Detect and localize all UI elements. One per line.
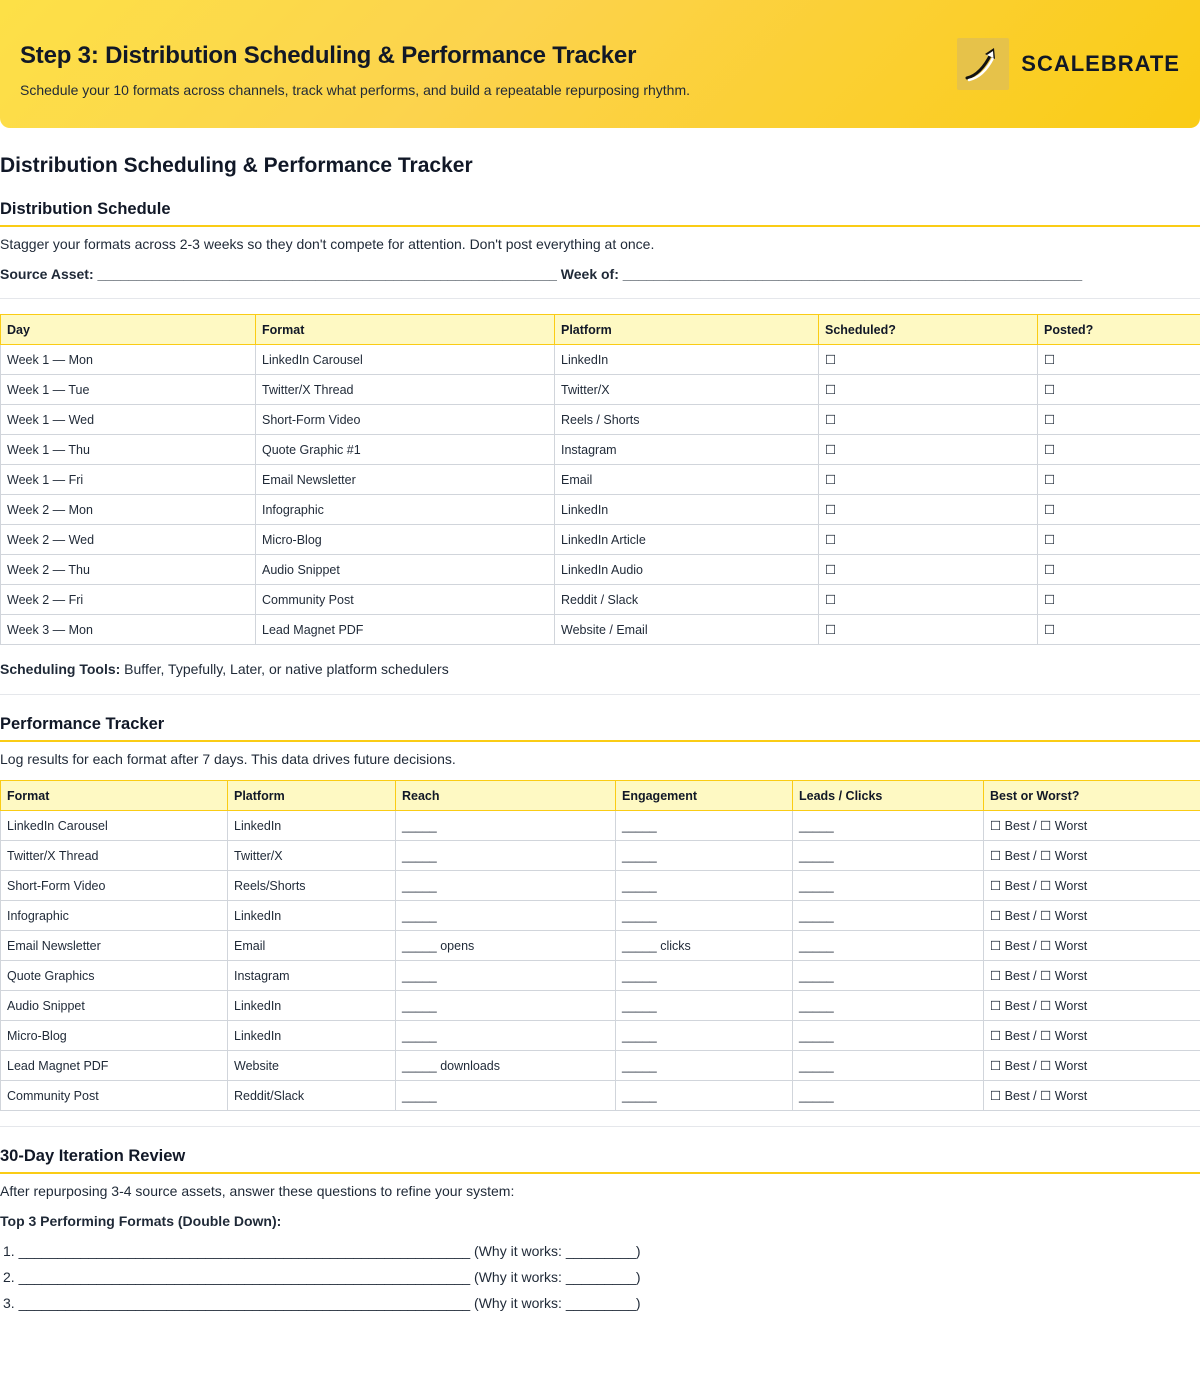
list-item[interactable]: 2. __________________________________________________________ (Why it works: _________): [3, 1269, 641, 1285]
document-title: Distribution Scheduling & Performance Tracker: [0, 154, 473, 177]
engagement-field[interactable]: _____: [616, 1051, 793, 1081]
top-formats-list: [0, 1242, 1200, 1311]
schedule-source-line: [0, 265, 1200, 283]
table-row: [1, 615, 1200, 645]
posted-checkbox[interactable]: ☐: [1038, 555, 1200, 585]
leads-field[interactable]: _____: [793, 931, 984, 961]
table-row: [1, 841, 1200, 871]
platform-cell: Twitter/X: [555, 375, 819, 405]
brand-name: SCALEBRATE: [1021, 51, 1180, 76]
scheduled-checkbox[interactable]: ☐: [819, 555, 1038, 585]
scheduled-checkbox[interactable]: ☐: [819, 375, 1038, 405]
format-cell: Twitter/X Thread: [256, 375, 555, 405]
day-cell: Week 2 — Thu: [1, 555, 256, 585]
leads-field[interactable]: _____: [793, 1021, 984, 1051]
reach-field[interactable]: _____: [396, 871, 616, 901]
posted-checkbox[interactable]: ☐: [1038, 495, 1200, 525]
reach-field[interactable]: _____: [396, 901, 616, 931]
table-row: [1, 871, 1200, 901]
engagement-field[interactable]: _____: [616, 961, 793, 991]
best-worst-checkbox[interactable]: ☐ Best / ☐ Worst: [984, 931, 1200, 961]
table-row: [1, 585, 1200, 615]
format-cell: Email Newsletter: [256, 465, 555, 495]
document-body: [0, 128, 1200, 1311]
format-cell: Infographic: [1, 901, 228, 931]
platform-cell: LinkedIn: [228, 901, 396, 931]
format-cell: Micro-Blog: [1, 1021, 228, 1051]
format-cell: Audio Snippet: [1, 991, 228, 1021]
reach-field[interactable]: _____: [396, 991, 616, 1021]
format-cell: LinkedIn Carousel: [256, 345, 555, 375]
table-row: [1, 375, 1200, 405]
best-worst-checkbox[interactable]: ☐ Best / ☐ Worst: [984, 1051, 1200, 1081]
best-worst-checkbox[interactable]: ☐ Best / ☐ Worst: [984, 991, 1200, 1021]
day-cell: Week 2 — Wed: [1, 525, 256, 555]
platform-cell: LinkedIn Audio: [555, 555, 819, 585]
reach-field[interactable]: _____: [396, 811, 616, 841]
table-row: [1, 555, 1200, 585]
posted-checkbox[interactable]: ☐: [1038, 525, 1200, 555]
best-worst-checkbox[interactable]: ☐ Best / ☐ Worst: [984, 961, 1200, 991]
column-header: Platform: [228, 781, 396, 811]
format-cell: Community Post: [1, 1081, 228, 1111]
divider: [0, 298, 1200, 299]
table-row: [1, 931, 1200, 961]
week-of-label: Week of:: [560, 266, 619, 282]
source-asset-field[interactable]: ___________________________________________________________: [97, 266, 557, 282]
table-row: [1, 495, 1200, 525]
divider: [0, 1126, 1200, 1127]
schedule-section-title: Distribution Schedule: [0, 199, 1200, 227]
table-header-row: [1, 315, 1200, 345]
page-title: Step 3: Distribution Scheduling & Performance Tracker: [20, 42, 637, 69]
format-cell: Audio Snippet: [256, 555, 555, 585]
table-header-row: [1, 781, 1200, 811]
day-cell: Week 1 — Mon: [1, 345, 256, 375]
scheduling-tools-label: Scheduling Tools:: [0, 661, 121, 677]
platform-cell: LinkedIn: [228, 1021, 396, 1051]
leads-field[interactable]: _____: [793, 961, 984, 991]
day-cell: Week 1 — Wed: [1, 405, 256, 435]
platform-cell: LinkedIn: [555, 495, 819, 525]
platform-cell: Twitter/X: [228, 841, 396, 871]
best-worst-checkbox[interactable]: ☐ Best / ☐ Worst: [984, 811, 1200, 841]
scheduled-checkbox[interactable]: ☐: [819, 405, 1038, 435]
week-of-field[interactable]: ___________________________________________________________: [622, 266, 1083, 282]
platform-cell: LinkedIn Article: [555, 525, 819, 555]
format-cell: Short-Form Video: [1, 871, 228, 901]
day-cell: Week 2 — Mon: [1, 495, 256, 525]
list-item[interactable]: 3. __________________________________________________________ (Why it works: _________): [3, 1295, 641, 1311]
source-asset-label: Source Asset:: [0, 266, 94, 282]
engagement-field[interactable]: _____: [616, 901, 793, 931]
table-row: [1, 1021, 1200, 1051]
column-header: Format: [1, 781, 228, 811]
table-row: [1, 525, 1200, 555]
platform-cell: Email: [555, 465, 819, 495]
engagement-field[interactable]: _____: [616, 841, 793, 871]
day-cell: Week 1 — Thu: [1, 435, 256, 465]
best-worst-checkbox[interactable]: ☐ Best / ☐ Worst: [984, 901, 1200, 931]
posted-checkbox[interactable]: ☐: [1038, 405, 1200, 435]
column-header: Platform: [555, 315, 819, 345]
best-worst-checkbox[interactable]: ☐ Best / ☐ Worst: [984, 1081, 1200, 1111]
platform-cell: Instagram: [228, 961, 396, 991]
platform-cell: Instagram: [555, 435, 819, 465]
platform-cell: Reddit/Slack: [228, 1081, 396, 1111]
table-row: [1, 405, 1200, 435]
scheduled-checkbox[interactable]: ☐: [819, 465, 1038, 495]
scheduling-tools-text: Buffer, Typefully, Later, or native platform schedulers: [120, 661, 449, 677]
platform-cell: LinkedIn: [555, 345, 819, 375]
platform-cell: LinkedIn: [228, 991, 396, 1021]
engagement-field[interactable]: _____: [616, 811, 793, 841]
table-row: [1, 1051, 1200, 1081]
scheduled-checkbox[interactable]: ☐: [819, 495, 1038, 525]
format-cell: Quote Graphic #1: [256, 435, 555, 465]
reach-field[interactable]: _____: [396, 841, 616, 871]
day-cell: Week 3 — Mon: [1, 615, 256, 645]
table-row: [1, 435, 1200, 465]
table-row: [1, 811, 1200, 841]
leads-field[interactable]: _____: [793, 1051, 984, 1081]
divider: [0, 694, 1200, 695]
brand: [957, 38, 1180, 90]
column-header: Posted?: [1038, 315, 1200, 345]
table-row: [1, 1081, 1200, 1111]
reach-field[interactable]: _____: [396, 1081, 616, 1111]
format-cell: Community Post: [256, 585, 555, 615]
review-section-title: 30-Day Iteration Review: [0, 1146, 1200, 1174]
page-subtitle: Schedule your 10 formats across channels, track what performs, and build a repeatable repurposing rhythm.: [20, 82, 691, 98]
column-header: Reach: [396, 781, 616, 811]
reach-field[interactable]: _____: [396, 961, 616, 991]
platform-cell: Email: [228, 931, 396, 961]
performance-table: [0, 780, 1200, 1111]
page-header: [0, 0, 1200, 128]
column-header: Engagement: [616, 781, 793, 811]
reach-field[interactable]: _____ opens: [396, 931, 616, 961]
format-cell: Twitter/X Thread: [1, 841, 228, 871]
table-row: [1, 345, 1200, 375]
format-cell: Micro-Blog: [256, 525, 555, 555]
schedule-table: [0, 314, 1200, 645]
engagement-field[interactable]: _____: [616, 991, 793, 1021]
schedule-intro: Stagger your formats across 2-3 weeks so they don't compete for attention. Don't post everything at once.: [0, 236, 655, 252]
top-formats-label: Top 3 Performing Formats (Double Down):: [0, 1213, 282, 1229]
posted-checkbox[interactable]: ☐: [1038, 465, 1200, 495]
scheduling-tools-note: [0, 660, 1200, 678]
scheduled-checkbox[interactable]: ☐: [819, 585, 1038, 615]
leads-field[interactable]: _____: [793, 1081, 984, 1111]
day-cell: Week 1 — Tue: [1, 375, 256, 405]
review-intro: After repurposing 3-4 source assets, answer these questions to refine your system:: [0, 1183, 515, 1199]
list-item[interactable]: 1. __________________________________________________________ (Why it works: _________): [3, 1243, 641, 1259]
table-row: [1, 465, 1200, 495]
day-cell: Week 2 — Fri: [1, 585, 256, 615]
platform-cell: Website: [228, 1051, 396, 1081]
format-cell: Email Newsletter: [1, 931, 228, 961]
scheduled-checkbox[interactable]: ☐: [819, 435, 1038, 465]
best-worst-checkbox[interactable]: ☐ Best / ☐ Worst: [984, 871, 1200, 901]
column-header: Day: [1, 315, 256, 345]
best-worst-checkbox[interactable]: ☐ Best / ☐ Worst: [984, 1021, 1200, 1051]
leads-field[interactable]: _____: [793, 901, 984, 931]
leads-field[interactable]: _____: [793, 841, 984, 871]
column-header: Leads / Clicks: [793, 781, 984, 811]
posted-checkbox[interactable]: ☐: [1038, 615, 1200, 645]
posted-checkbox[interactable]: ☐: [1038, 435, 1200, 465]
scheduled-checkbox[interactable]: ☐: [819, 615, 1038, 645]
column-header: Best or Worst?: [984, 781, 1200, 811]
day-cell: Week 1 — Fri: [1, 465, 256, 495]
posted-checkbox[interactable]: ☐: [1038, 345, 1200, 375]
platform-cell: Reddit / Slack: [555, 585, 819, 615]
format-cell: Quote Graphics: [1, 961, 228, 991]
format-cell: Lead Magnet PDF: [256, 615, 555, 645]
posted-checkbox[interactable]: ☐: [1038, 585, 1200, 615]
leads-field[interactable]: _____: [793, 871, 984, 901]
leads-field[interactable]: _____: [793, 991, 984, 1021]
posted-checkbox[interactable]: ☐: [1038, 375, 1200, 405]
performance-section-title: Performance Tracker: [0, 714, 1200, 742]
performance-intro: Log results for each format after 7 days. This data drives future decisions.: [0, 751, 456, 767]
reach-field[interactable]: _____ downloads: [396, 1051, 616, 1081]
platform-cell: LinkedIn: [228, 811, 396, 841]
brand-logo-icon: [957, 38, 1009, 90]
scheduled-checkbox[interactable]: ☐: [819, 525, 1038, 555]
table-row: [1, 961, 1200, 991]
engagement-field[interactable]: _____: [616, 871, 793, 901]
engagement-field[interactable]: _____ clicks: [616, 931, 793, 961]
format-cell: Short-Form Video: [256, 405, 555, 435]
best-worst-checkbox[interactable]: ☐ Best / ☐ Worst: [984, 841, 1200, 871]
leads-field[interactable]: _____: [793, 811, 984, 841]
format-cell: Infographic: [256, 495, 555, 525]
platform-cell: Website / Email: [555, 615, 819, 645]
platform-cell: Reels / Shorts: [555, 405, 819, 435]
engagement-field[interactable]: _____: [616, 1081, 793, 1111]
table-row: [1, 991, 1200, 1021]
reach-field[interactable]: _____: [396, 1021, 616, 1051]
table-row: [1, 901, 1200, 931]
column-header: Format: [256, 315, 555, 345]
format-cell: Lead Magnet PDF: [1, 1051, 228, 1081]
scheduled-checkbox[interactable]: ☐: [819, 345, 1038, 375]
engagement-field[interactable]: _____: [616, 1021, 793, 1051]
column-header: Scheduled?: [819, 315, 1038, 345]
format-cell: LinkedIn Carousel: [1, 811, 228, 841]
platform-cell: Reels/Shorts: [228, 871, 396, 901]
